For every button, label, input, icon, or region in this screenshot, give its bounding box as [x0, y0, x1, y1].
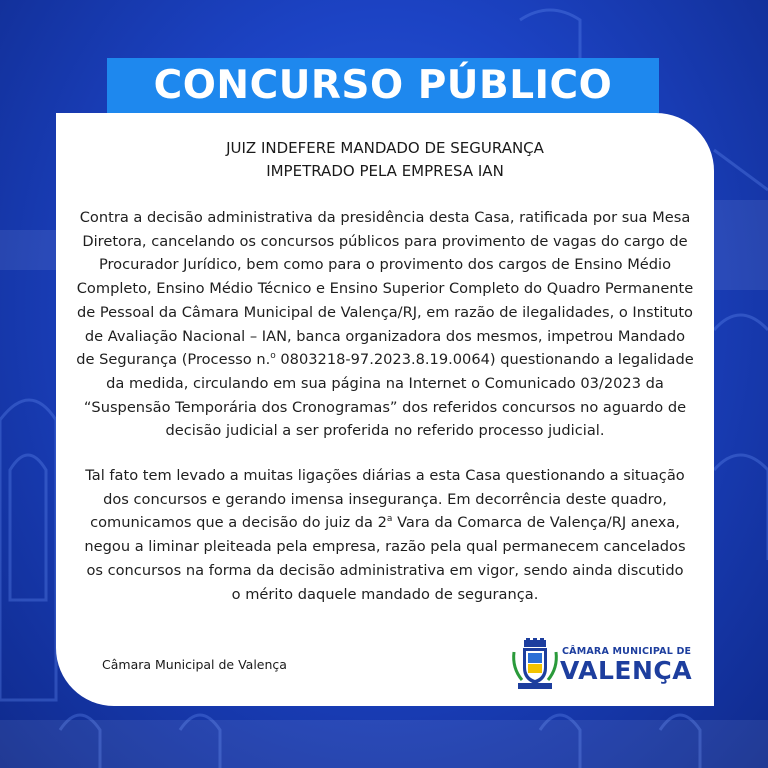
- paragraph-2: [76, 464, 694, 606]
- signature: Câmara Municipal de Valença: [102, 657, 287, 672]
- paragraph-line: o mérito daquele mandado de segurança.: [231, 585, 539, 603]
- paragraph-line: Procurador Jurídico, bem como para o provimento dos cargos de Ensino Médio: [98, 256, 672, 274]
- banner-title: CONCURSO PÚBLICO: [153, 63, 613, 108]
- text-segment: de Segurança (Processo n.: [76, 351, 271, 369]
- paragraph-line: Completo, Ensino Médio Técnico e Ensino Superior Completo do Quadro Permanente: [76, 280, 694, 298]
- text-segment: Vara da Comarca de Valença/RJ anexa,: [392, 514, 680, 532]
- paragraph-line: decisão judicial a ser proferida no referido processo judicial.: [165, 422, 605, 440]
- text-segment: comunicamos que a decisão do juiz da 2: [90, 514, 387, 532]
- paragraph-line: Diretora, cancelando os concursos públicos para provimento de vagas do cargo de: [82, 232, 688, 250]
- paragraph-1: [76, 206, 694, 443]
- superscript: a: [386, 514, 393, 525]
- text-segment: 0803218-97.2023.8.19.0064) questionando a legalidade: [275, 351, 694, 369]
- paragraph-line: de Avaliação Nacional – IAN, banca organizadora dos mesmos, impetrou Mandado: [84, 327, 686, 345]
- banner: [107, 58, 659, 113]
- headline-line: JUIZ INDEFERE MANDADO DE SEGURANÇA: [226, 139, 544, 157]
- paragraph-line: os concursos na forma da decisão administrativa em vigor, sendo ainda discutido: [86, 561, 684, 579]
- paragraph-line: Contra a decisão administrativa da presidência desta Casa, ratificada por sua Mesa: [79, 209, 691, 226]
- coat-of-arms-icon: [510, 638, 560, 690]
- paragraph-line: “Suspensão Temporária dos Cronogramas” dos referidos concursos no aguardo de: [83, 398, 687, 416]
- paragraph-line: [76, 511, 694, 535]
- headline-line: IMPETRADO PELA EMPRESA IAN: [266, 162, 504, 180]
- notice-card: [56, 113, 714, 706]
- logo-subtitle: CÂMARA MUNICIPAL DE: [562, 646, 692, 657]
- camara-logo: [510, 638, 693, 690]
- paragraph-line: negou a liminar pleiteada pela empresa, razão pela qual permanecem cancelados: [84, 538, 686, 556]
- headline: [56, 137, 714, 183]
- logo-title: VALENÇA: [560, 656, 693, 685]
- paragraph-line: [76, 348, 694, 372]
- paragraph-line: da medida, circulando em sua página na Internet o Comunicado 03/2023 da: [106, 374, 664, 392]
- paragraph-line: dos concursos e gerando imensa insegurança. Em decorrência deste quadro,: [103, 490, 667, 508]
- paragraph-line: Tal fato tem levado a muitas ligações diárias a esta Casa questionando a situação: [85, 467, 685, 484]
- superscript: o: [270, 351, 276, 362]
- paragraph-line: de Pessoal da Câmara Municipal de Valença/RJ, em razão de ilegalidades, o Instituto: [76, 303, 693, 321]
